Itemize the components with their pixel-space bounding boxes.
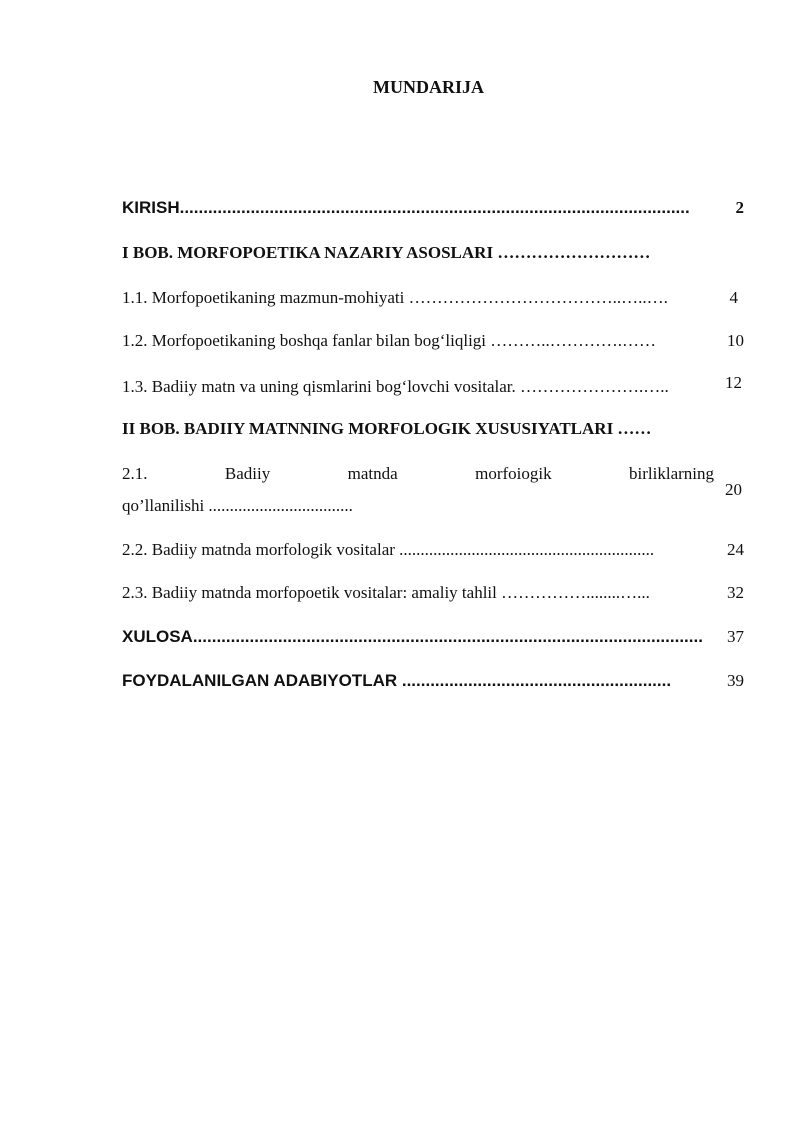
page-title: MUNDARIJA [373,77,484,97]
toc-entry-text: KIRISH............................................................................................................ [122,198,690,217]
toc-word: birliklarning [629,464,714,483]
toc-entry-text: II BOB. BADIIY MATNNING MORFOLOGIK XUSUSIYATLARI …… [122,419,652,438]
toc-page-number: 37 [727,627,744,646]
toc-word: 2.1. [122,464,148,483]
toc-entry-text: I BOB. MORFOPOETIKA NAZARIY ASOSLARI ……………………… [122,243,651,262]
toc-page-number: 24 [727,540,744,559]
toc-entry-line-2: qo’llanilishi .................................. [122,496,353,515]
toc-entry-text: 2.2. Badiiy matnda morfologik vositalar ............................................................ [122,540,655,559]
toc-entry-text: 1.1. Morfopoetikaning mazmun-mohiyati ………………………………..…..…. [122,288,668,307]
toc-page-number: 10 [727,331,744,350]
toc-entry-text [122,464,714,516]
toc-page-number: 32 [727,583,744,602]
toc-entry-text: XULOSA............................................................................................................ [122,627,703,646]
toc-page-number: 4 [729,288,738,307]
toc-entry-text: 1.2. Morfopoetikaning boshqa fanlar bilan bog‘liqligi ………..………….…… [122,331,657,350]
toc-page-number: 2 [735,198,744,217]
toc-page-number: 39 [727,671,744,690]
toc-page-number: 20 [725,480,742,499]
toc-entry-2-1[interactable] [122,464,744,524]
toc-word: morfoiogik [475,464,552,483]
toc-word: Badiiy [224,464,271,483]
toc-entry-line-1 [122,464,714,484]
toc-entry-text: 1.3. Badiiy matn va uning qismlarini bog‘lovchi vositalar. ………………….….. [122,377,669,396]
toc-page-number: 12 [725,373,742,392]
toc-word: matnda [347,464,398,483]
toc-entry-text: 2.3. Badiiy matnda morfopoetik vositalar: amaliy tahlil ……………........…... [122,583,650,602]
toc-entry-text: FOYDALANILGAN ADABIYOTLAR ......................................................... [122,671,672,690]
